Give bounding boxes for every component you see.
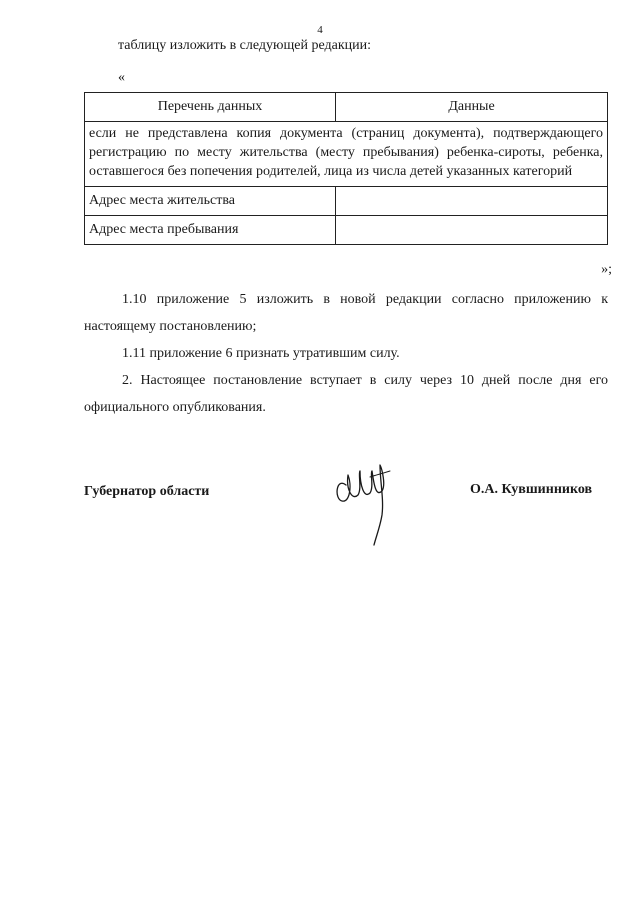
paragraph-1-10: 1.10 приложение 5 изложить в новой редакции согласно приложению к настоящему постановлению; (84, 292, 608, 334)
handwritten-signature (330, 455, 400, 552)
close-quote: »; (601, 262, 612, 277)
intro-text: таблицу изложить в следующей редакции: (118, 38, 372, 53)
data-table (84, 92, 608, 245)
table-header-list: Перечень данных (85, 93, 336, 122)
paragraph-2: 2. Настоящее постановление вступает в силу через 10 дней после дня его официального опубликования. (84, 373, 608, 415)
table-cell-value (336, 216, 608, 245)
table-cell-value (336, 187, 608, 216)
table-cell-label: Адрес места жительства (85, 187, 336, 216)
table-header-row (85, 93, 608, 122)
table-row (85, 187, 608, 216)
open-quote: « (118, 70, 125, 85)
signatory-title: Губернатор области (84, 484, 210, 499)
paragraph-1-11: 1.11 приложение 6 признать утратившим силу. (122, 346, 400, 361)
table-merged-cell: если не представлена копия документа (страниц документа), подтверждающего регистрацию по месту жительства (месту пребывания) ребенка-сироты, ребенка, оставшегося без попечения родителей, лица из числа детей указанных категорий (85, 122, 608, 187)
page-number: 4 (317, 24, 323, 36)
table-header-data: Данные (336, 93, 608, 122)
table-row (85, 216, 608, 245)
table-cell-label: Адрес места пребывания (85, 216, 336, 245)
signatory-name: О.А. Кувшинников (470, 482, 593, 497)
table-merged-row (85, 122, 608, 187)
